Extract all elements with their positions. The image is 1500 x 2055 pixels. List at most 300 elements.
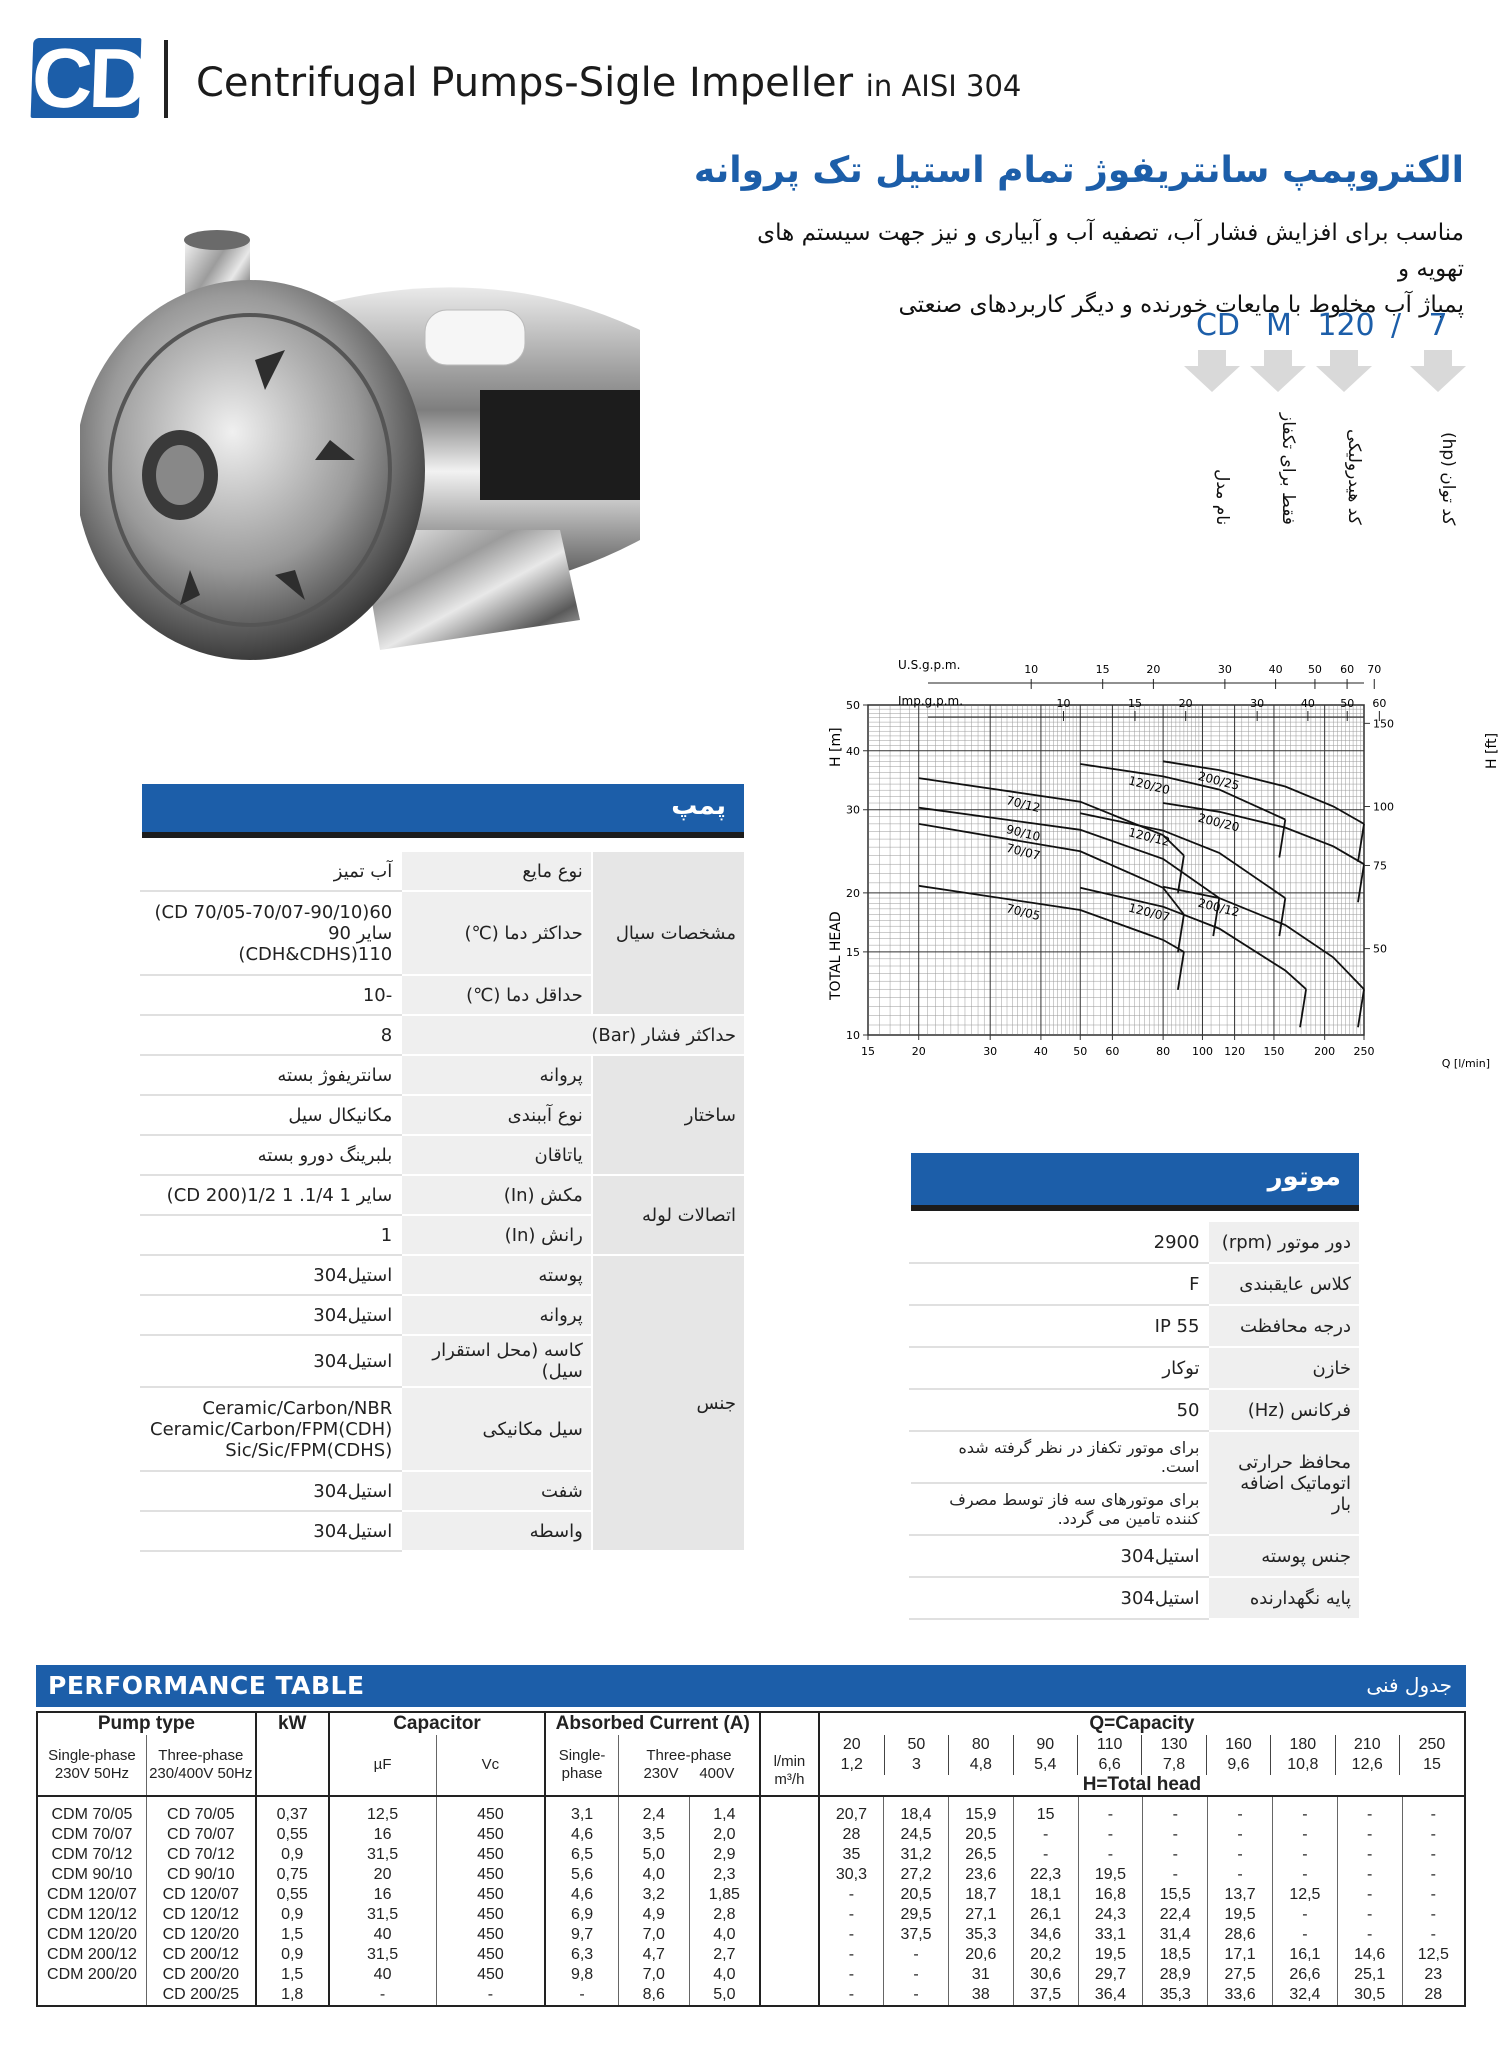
table-row bbox=[37, 1845, 1465, 1865]
pump-spec-label: شفت bbox=[401, 1471, 592, 1511]
perf-cell-head: - bbox=[1337, 1905, 1402, 1925]
pump-spec-label: حداکثر دما (℃) bbox=[401, 891, 592, 975]
down-arrow-icon bbox=[1250, 350, 1306, 392]
pump-spec-value bbox=[141, 975, 401, 1015]
impgpm-tick-label: 20 bbox=[1178, 697, 1193, 710]
ft-tick-label: 75 bbox=[1373, 859, 1387, 873]
motor-spec-row bbox=[910, 1221, 1360, 1263]
impgpm-tick-label: 15 bbox=[1127, 697, 1142, 710]
perf-cell-a230: 7,0 bbox=[618, 1965, 689, 1985]
motor-spec-label: محافظ حرارتی اتوماتیک اضافه بار bbox=[1208, 1431, 1360, 1535]
perf-cell-vc: 450 bbox=[436, 1825, 545, 1845]
perf-cell-spacer bbox=[760, 1796, 819, 1825]
motor-spec-label: دور موتور (rpm) bbox=[1208, 1221, 1360, 1263]
perf-lmin-cell: 110 bbox=[1077, 1735, 1141, 1755]
usgpm-tick-label: 50 bbox=[1307, 663, 1322, 676]
perf-cell-head: 19,5 bbox=[1078, 1865, 1143, 1885]
pump-spec-label: حداکثر فشار (Bar) bbox=[401, 1015, 745, 1055]
pump-spec-label: نوع آببندی bbox=[401, 1095, 592, 1135]
perf-lmin-cell: 160 bbox=[1206, 1735, 1270, 1755]
down-arrow-icon bbox=[1316, 350, 1372, 392]
perf-cell-head: 35,3 bbox=[1143, 1985, 1208, 2006]
perf-capacity-subheader bbox=[819, 1735, 1465, 1796]
perf-cell-head: 26,5 bbox=[948, 1845, 1013, 1865]
ft-tick-label: 50 bbox=[1373, 942, 1387, 956]
perf-cell-head: 31,2 bbox=[884, 1845, 949, 1865]
perf-cell-head: - bbox=[819, 1945, 884, 1965]
perf-cell-sp: CDM 120/07 bbox=[37, 1885, 146, 1905]
perf-head-total-head: H=Total head bbox=[1082, 1774, 1202, 1795]
pump-spec-value-line: 8 bbox=[380, 1024, 393, 1046]
perf-cell-a400: 2,7 bbox=[689, 1945, 760, 1965]
motor-spec-value-line: برای موتور تکفاز در نظر گرفته شده است. bbox=[911, 1432, 1207, 1484]
perf-cell-head: 23 bbox=[1402, 1965, 1465, 1985]
series-label: 200/12 bbox=[1196, 895, 1241, 920]
code-label-single-phase: فقط برای تکفاز bbox=[1278, 413, 1298, 525]
perf-cell-head: 27,1 bbox=[948, 1905, 1013, 1925]
series-label: 120/07 bbox=[1126, 900, 1172, 925]
perf-cell-head: 33,6 bbox=[1208, 1985, 1273, 2006]
y-tick-label: 40 bbox=[846, 744, 860, 758]
series-label: 70/12 bbox=[1004, 793, 1042, 816]
perf-cell-head: - bbox=[1208, 1825, 1273, 1845]
pump-spec-value-line: سایر 1 1/4. 1 1/2(CD 200) bbox=[166, 1184, 393, 1206]
pump-spec-row bbox=[141, 1175, 745, 1215]
perf-cell-head: 26,1 bbox=[1013, 1905, 1078, 1925]
table-row bbox=[37, 1965, 1465, 1985]
pump-spec-group: جنس bbox=[592, 1255, 745, 1551]
perf-cell-spacer bbox=[760, 1865, 819, 1885]
perf-m3h-cell: 5,4 bbox=[1013, 1755, 1077, 1775]
motor-spec-label: فرکانس (Hz) bbox=[1208, 1389, 1360, 1431]
perf-cell-head: - bbox=[884, 1985, 949, 2006]
perf-cell-head: - bbox=[1078, 1796, 1143, 1825]
perf-m3h-cell: 3 bbox=[884, 1755, 948, 1775]
chart-grid bbox=[863, 705, 1364, 1040]
motor-spec-value-line: استیل304 bbox=[1120, 1545, 1200, 1567]
perf-cell-head: 30,3 bbox=[819, 1865, 884, 1885]
perf-cell-vc: 450 bbox=[436, 1905, 545, 1925]
code-letter-hydraulic: 120 bbox=[1317, 308, 1375, 343]
code-letter-slash: / bbox=[1390, 308, 1402, 343]
perf-cell-head: 34,6 bbox=[1013, 1925, 1078, 1945]
pump-spec-label: مکش (In) bbox=[401, 1175, 592, 1215]
perf-cell-spacer bbox=[760, 1945, 819, 1965]
perf-cell-kw: 1,5 bbox=[256, 1965, 329, 1985]
perf-cell-sp: CDM 120/12 bbox=[37, 1905, 146, 1925]
pump-spec-value-line: 60(CD 70/05-70/07-90/10) bbox=[154, 901, 393, 923]
perf-m3h-cell: 6,6 bbox=[1077, 1755, 1141, 1775]
perf-cell-head: - bbox=[1337, 1925, 1402, 1945]
perf-cell-head: - bbox=[1078, 1845, 1143, 1865]
down-arrow-icon bbox=[1410, 350, 1466, 392]
perf-cell-tp: CD 70/07 bbox=[146, 1825, 255, 1845]
perf-cell-head: 28,9 bbox=[1143, 1965, 1208, 1985]
x-tick-label: 20 bbox=[911, 1045, 926, 1058]
perf-lmin-cell: 250 bbox=[1399, 1735, 1464, 1755]
pump-spec-label: واسطه bbox=[401, 1511, 592, 1551]
pump-spec-group: اتصالات لوله bbox=[592, 1175, 745, 1255]
perf-head-400v: 400V bbox=[699, 1765, 735, 1782]
series-label: 200/25 bbox=[1196, 769, 1241, 793]
perf-cell-head: 13,7 bbox=[1208, 1885, 1273, 1905]
usgpm-tick-label: 10 bbox=[1024, 663, 1039, 676]
perf-cell-head: - bbox=[819, 1965, 884, 1985]
perf-cell-head: 37,5 bbox=[1013, 1985, 1078, 2006]
perf-capacity-grid bbox=[820, 1735, 1464, 1795]
perf-cell-a1: 3,1 bbox=[545, 1796, 618, 1825]
perf-cell-uf: 16 bbox=[329, 1825, 436, 1845]
table-row bbox=[37, 1885, 1465, 1905]
pump-spec-row bbox=[141, 851, 745, 891]
perf-cell-vc: 450 bbox=[436, 1845, 545, 1865]
perf-cell-a400: 5,0 bbox=[689, 1985, 760, 2006]
perf-cell-spacer bbox=[760, 1885, 819, 1905]
motor-spec-value-line: توکار bbox=[1162, 1357, 1200, 1379]
perf-head-kw: kW bbox=[256, 1712, 329, 1796]
perf-cell-head: 12,5 bbox=[1402, 1945, 1465, 1965]
perf-cell-a230: 5,0 bbox=[618, 1845, 689, 1865]
perf-cell-head: 20,2 bbox=[1013, 1945, 1078, 1965]
motor-spec-label: کلاس عایقبندی bbox=[1208, 1263, 1360, 1305]
perf-cell-kw: 0,55 bbox=[256, 1885, 329, 1905]
y-tick-label: 30 bbox=[846, 803, 860, 817]
perf-cell-vc: 450 bbox=[436, 1925, 545, 1945]
perf-cell-vc: 450 bbox=[436, 1945, 545, 1965]
perf-cell-head: 25,1 bbox=[1337, 1965, 1402, 1985]
product-title: الکتروپمپ سانتریفوژ تمام استیل تک پروانه bbox=[693, 150, 1464, 191]
pump-spec-value bbox=[141, 891, 401, 975]
code-letter-single-phase: M bbox=[1266, 308, 1292, 343]
pump-spec-value-line: Sic/Sic/FPM(CDHS) bbox=[225, 1439, 393, 1461]
series-label: 200/20 bbox=[1196, 810, 1241, 835]
perf-cell-head: - bbox=[1272, 1865, 1337, 1885]
perf-cell-tp: CD 120/07 bbox=[146, 1885, 255, 1905]
perf-cell-head: - bbox=[1143, 1796, 1208, 1825]
perf-cell-spacer bbox=[760, 1925, 819, 1945]
perf-cell-sp: CDM 90/10 bbox=[37, 1865, 146, 1885]
impgpm-tick-label: 40 bbox=[1300, 697, 1315, 710]
motor-table-title: موتور bbox=[1267, 1162, 1341, 1192]
perf-head-units bbox=[760, 1712, 819, 1796]
perf-lmin-cell: 180 bbox=[1271, 1735, 1335, 1755]
pump-spec-row bbox=[141, 1015, 745, 1055]
perf-cell-head: - bbox=[1402, 1865, 1465, 1885]
perf-cell-head: - bbox=[1272, 1925, 1337, 1945]
impgpm-tick-label: 30 bbox=[1250, 697, 1265, 710]
x-tick-label: 250 bbox=[1353, 1045, 1375, 1058]
series-label: 70/05 bbox=[1004, 901, 1042, 924]
perf-cell-a1: 6,9 bbox=[545, 1905, 618, 1925]
perf-head-three-phase: Three-phase bbox=[646, 1747, 732, 1764]
perf-cell-head: - bbox=[1337, 1825, 1402, 1845]
motor-table-header bbox=[911, 1153, 1359, 1211]
y-axis-left-unit: H [m] bbox=[828, 727, 844, 767]
table-row bbox=[37, 1865, 1465, 1885]
motor-spec-label: جنس پوسته bbox=[1208, 1535, 1360, 1577]
pump-spec-value-line: 1 bbox=[380, 1224, 393, 1246]
perf-cell-head: 16,1 bbox=[1272, 1945, 1337, 1965]
perf-cell-head: - bbox=[1272, 1845, 1337, 1865]
x-axis-label: Q [l/min] bbox=[1441, 1057, 1490, 1070]
perf-cell-head: 30,5 bbox=[1337, 1985, 1402, 2006]
perf-cell-head: 22,4 bbox=[1143, 1905, 1208, 1925]
motor-spec-label: خازن bbox=[1208, 1347, 1360, 1389]
motor-spec-value bbox=[910, 1431, 1208, 1535]
cd-logo: CD bbox=[30, 31, 147, 125]
perf-cell-head: - bbox=[819, 1925, 884, 1945]
motor-spec-value bbox=[910, 1347, 1208, 1389]
perf-cell-head: - bbox=[1208, 1865, 1273, 1885]
perf-cell-a1: 6,5 bbox=[545, 1845, 618, 1865]
page-title-main: Centrifugal Pumps-Sigle Impeller bbox=[196, 60, 854, 106]
pump-spec-label: نوع مایع bbox=[401, 851, 592, 891]
perf-cell-head: 18,7 bbox=[948, 1885, 1013, 1905]
motor-spec-value bbox=[910, 1389, 1208, 1431]
perf-cell-a400: 1,85 bbox=[689, 1885, 760, 1905]
pump-spec-value-line: Ceramic/Carbon/FPM(CDH) bbox=[150, 1418, 393, 1440]
perf-cell-a1: 4,6 bbox=[545, 1825, 618, 1845]
motor-spec-value bbox=[910, 1305, 1208, 1347]
pump-spec-value-line: -10 bbox=[362, 984, 393, 1006]
perf-cell-head: - bbox=[1272, 1825, 1337, 1845]
pump-spec-group: مشخصات سیال bbox=[592, 851, 745, 1015]
perf-cell-head: 37,5 bbox=[884, 1925, 949, 1945]
perf-head-uf: µF bbox=[329, 1735, 436, 1796]
usgpm-tick-label: 20 bbox=[1146, 663, 1161, 676]
perf-cell-head: 24,5 bbox=[884, 1825, 949, 1845]
product-description-line: مناسب برای افزایش فشار آب، تصفیه آب و آبیاری و نیز جهت سیستم های تهویه و bbox=[757, 220, 1464, 282]
y-tick-label: 15 bbox=[846, 945, 860, 959]
perf-cell-head: 19,5 bbox=[1208, 1905, 1273, 1925]
usgpm-tick-label: 30 bbox=[1217, 663, 1232, 676]
perf-cell-a230: 4,0 bbox=[618, 1865, 689, 1885]
motor-spec-row bbox=[910, 1431, 1360, 1535]
perf-cell-head: 12,5 bbox=[1272, 1885, 1337, 1905]
pump-spec-label: پوسته bbox=[401, 1255, 592, 1295]
performance-table bbox=[36, 1711, 1466, 2007]
pump-spec-label: پروانه bbox=[401, 1295, 592, 1335]
x-tick-label: 120 bbox=[1224, 1045, 1246, 1058]
perf-cell-head: 30,6 bbox=[1013, 1965, 1078, 1985]
perf-cell-spacer bbox=[760, 1965, 819, 1985]
perf-cell-vc: 450 bbox=[436, 1796, 545, 1825]
perf-head-pump-type: Pump type bbox=[37, 1712, 256, 1735]
perf-cell-uf: 12,5 bbox=[329, 1796, 436, 1825]
top-axis-usgpm-label: U.S.g.p.m. bbox=[898, 658, 961, 672]
motor-spec-value-line: استیل304 bbox=[1120, 1587, 1200, 1609]
perf-head-capacity: Q=Capacity bbox=[819, 1712, 1465, 1735]
pump-spec-value-line: استیل304 bbox=[313, 1520, 393, 1542]
perf-cell-head: 32,4 bbox=[1272, 1985, 1337, 2006]
perf-cell-tp: CD 70/12 bbox=[146, 1845, 255, 1865]
perf-cell-a230: 3,5 bbox=[618, 1825, 689, 1845]
perf-cell-head: - bbox=[1337, 1845, 1402, 1865]
motor-spec-value bbox=[910, 1221, 1208, 1263]
pump-spec-value bbox=[141, 851, 401, 891]
pump-spec-value-line: استیل304 bbox=[313, 1304, 393, 1326]
product-description-line: پمپاژ آب مخلوط با مایعات خورنده و دیگر کاربردهای صنعتی bbox=[898, 292, 1464, 318]
motor-spec-value-line: 2900 bbox=[1153, 1231, 1200, 1253]
ft-tick-label: 150 bbox=[1373, 717, 1394, 731]
motor-spec-value-line: 50 bbox=[1176, 1399, 1200, 1421]
motor-spec-row bbox=[910, 1263, 1360, 1305]
pump-spec-label: پروانه bbox=[401, 1055, 592, 1095]
perf-lmin-row bbox=[820, 1735, 1464, 1755]
perf-cell-kw: 1,5 bbox=[256, 1925, 329, 1945]
perf-lmin-cell: 50 bbox=[884, 1735, 948, 1755]
usgpm-tick-label: 60 bbox=[1340, 663, 1355, 676]
perf-cell-uf: 31,5 bbox=[329, 1905, 436, 1925]
perf-cell-tp: CD 120/12 bbox=[146, 1905, 255, 1925]
perf-cell-head: 29,5 bbox=[884, 1905, 949, 1925]
perf-cell-spacer bbox=[760, 1905, 819, 1925]
perf-cell-a1: - bbox=[545, 1985, 618, 2006]
motor-spec-row bbox=[910, 1577, 1360, 1619]
perf-cell-head: - bbox=[819, 1905, 884, 1925]
perf-cell-uf: 20 bbox=[329, 1865, 436, 1885]
x-tick-label: 100 bbox=[1191, 1045, 1213, 1058]
table-row bbox=[37, 1985, 1465, 2006]
perf-head-m3h: m³/h bbox=[774, 1771, 805, 1788]
pump-spec-value-line: استیل304 bbox=[313, 1264, 393, 1286]
perf-cell-head: - bbox=[1013, 1845, 1078, 1865]
perf-cell-head: 15,9 bbox=[948, 1796, 1013, 1825]
perf-cell-head: 26,6 bbox=[1272, 1965, 1337, 1985]
impgpm-tick-label: 50 bbox=[1340, 697, 1355, 710]
perf-cell-a400: 2,8 bbox=[689, 1905, 760, 1925]
perf-cell-head: - bbox=[819, 1985, 884, 2006]
pump-spec-value-line: بلبرینگ دورو بسته bbox=[257, 1144, 393, 1166]
code-label-power: کد توان (hp) bbox=[1438, 431, 1458, 525]
pump-spec-value bbox=[141, 1015, 401, 1055]
perf-m3h-cell: 12,6 bbox=[1335, 1755, 1399, 1775]
perf-cell-a400: 2,3 bbox=[689, 1865, 760, 1885]
pump-spec-value-line: مکانیکال سیل bbox=[288, 1104, 393, 1126]
perf-m3h-cell: 9,6 bbox=[1206, 1755, 1270, 1775]
perf-cell-head: 29,7 bbox=[1078, 1965, 1143, 1985]
perf-cell-head: - bbox=[1402, 1885, 1465, 1905]
perf-cell-head: 15 bbox=[1013, 1796, 1078, 1825]
pump-spec-value bbox=[141, 1295, 401, 1335]
perf-cell-sp: CDM 70/12 bbox=[37, 1845, 146, 1865]
table-row bbox=[37, 1925, 1465, 1945]
perf-cell-head: - bbox=[819, 1885, 884, 1905]
pump-spec-label: رانش (In) bbox=[401, 1215, 592, 1255]
pump-table-title: پمپ bbox=[671, 791, 726, 821]
perf-cell-uf: 40 bbox=[329, 1965, 436, 1985]
perf-cell-head: - bbox=[1402, 1796, 1465, 1825]
performance-table-header bbox=[36, 1665, 1466, 1707]
table-row bbox=[37, 1825, 1465, 1845]
performance-chart bbox=[800, 645, 1500, 1085]
perf-lmin-cell: 130 bbox=[1142, 1735, 1206, 1755]
pump-spec-value bbox=[141, 1255, 401, 1295]
usgpm-tick-label: 40 bbox=[1268, 663, 1283, 676]
perf-cell-head: 27,2 bbox=[884, 1865, 949, 1885]
perf-cell-a230: 3,2 bbox=[618, 1885, 689, 1905]
perf-cell-head: - bbox=[1337, 1865, 1402, 1885]
y-axis-right-unit: H [ft] bbox=[1484, 732, 1500, 769]
perf-cell-a400: 2,0 bbox=[689, 1825, 760, 1845]
x-tick-label: 40 bbox=[1033, 1045, 1048, 1058]
perf-cell-a1: 9,7 bbox=[545, 1925, 618, 1945]
top-axis-impgpm-label: Imp.g.p.m. bbox=[898, 694, 964, 708]
y-axis-label: TOTAL HEAD bbox=[828, 911, 844, 1000]
perf-cell-spacer bbox=[760, 1845, 819, 1865]
code-letter-power: 7 bbox=[1428, 308, 1448, 343]
perf-lmin-cell: 20 bbox=[842, 1736, 861, 1753]
perf-cell-head: - bbox=[884, 1945, 949, 1965]
pump-spec-row bbox=[141, 1255, 745, 1295]
x-tick-label: 30 bbox=[983, 1045, 998, 1058]
perf-cell-tp: CD 200/12 bbox=[146, 1945, 255, 1965]
perf-m3h-cell: 1,2 bbox=[840, 1756, 863, 1773]
pump-spec-label: حداقل دما (℃) bbox=[401, 975, 592, 1015]
perf-cell-a400: 1,4 bbox=[689, 1796, 760, 1825]
pump-spec-label: کاسه (محل استقرار سیل) bbox=[401, 1335, 592, 1387]
perf-cell-a230: 8,6 bbox=[618, 1985, 689, 2006]
plot-area bbox=[868, 705, 1364, 1035]
perf-head-three-phase-type: Three-phase 230/400V 50Hz bbox=[146, 1735, 255, 1796]
pump-spec-value-line: سانتریفوژ بسته bbox=[277, 1064, 393, 1086]
perf-cell-a1: 4,6 bbox=[545, 1885, 618, 1905]
perf-cell-a230: 4,9 bbox=[618, 1905, 689, 1925]
perf-cell-uf: 16 bbox=[329, 1885, 436, 1905]
ft-tick-label: 100 bbox=[1373, 800, 1394, 814]
motor-spec-label: پایه نگهدارنده bbox=[1208, 1577, 1360, 1619]
perf-cell-head: 28 bbox=[1402, 1985, 1465, 2006]
y-tick-label: 20 bbox=[846, 886, 860, 900]
perf-cell-sp: CDM 200/12 bbox=[37, 1945, 146, 1965]
code-label-model: نام مدل bbox=[1212, 468, 1232, 525]
perf-cell-head: 24,3 bbox=[1078, 1905, 1143, 1925]
pump-spec-value bbox=[141, 1387, 401, 1471]
page-title bbox=[196, 60, 1021, 106]
perf-cell-head: 18,5 bbox=[1143, 1945, 1208, 1965]
pump-spec-value bbox=[141, 1335, 401, 1387]
perf-cell-tp: CD 90/10 bbox=[146, 1865, 255, 1885]
perf-cell-spacer bbox=[760, 1985, 819, 2006]
pump-spec-value bbox=[141, 1215, 401, 1255]
perf-cell-uf: 31,5 bbox=[329, 1845, 436, 1865]
pump-spec-value-line: استیل304 bbox=[313, 1480, 393, 1502]
perf-head-lmin: l/min bbox=[773, 1753, 806, 1770]
motor-spec-table bbox=[909, 1220, 1361, 1620]
pump-spec-value bbox=[141, 1135, 401, 1175]
pump-spec-group: ساختار bbox=[592, 1055, 745, 1175]
perf-cell-uf: 40 bbox=[329, 1925, 436, 1945]
perf-head-current-single: Single-phase bbox=[545, 1735, 618, 1796]
perf-cell-tp: CD 120/20 bbox=[146, 1925, 255, 1945]
perf-cell-head: 23,6 bbox=[948, 1865, 1013, 1885]
table-row bbox=[37, 1945, 1465, 1965]
pump-spec-value bbox=[141, 1175, 401, 1215]
motor-spec-row bbox=[910, 1305, 1360, 1347]
pump-spec-value-line: Ceramic/Carbon/NBR bbox=[202, 1397, 393, 1419]
x-tick-label: 60 bbox=[1105, 1045, 1120, 1058]
perf-cell-uf: 31,5 bbox=[329, 1945, 436, 1965]
perf-cell-a1: 6,3 bbox=[545, 1945, 618, 1965]
performance-table-title: PERFORMANCE TABLE bbox=[48, 1671, 365, 1700]
page-title-suffix: in AISI 304 bbox=[865, 69, 1022, 103]
perf-cell-head: 18,1 bbox=[1013, 1885, 1078, 1905]
perf-cell-a1: 5,6 bbox=[545, 1865, 618, 1885]
perf-cell-head: 16,8 bbox=[1078, 1885, 1143, 1905]
table-row bbox=[37, 1796, 1465, 1825]
perf-m3h-cell: 15 bbox=[1399, 1755, 1464, 1775]
performance-table-title-fa: جدول فنی bbox=[1366, 1673, 1452, 1697]
